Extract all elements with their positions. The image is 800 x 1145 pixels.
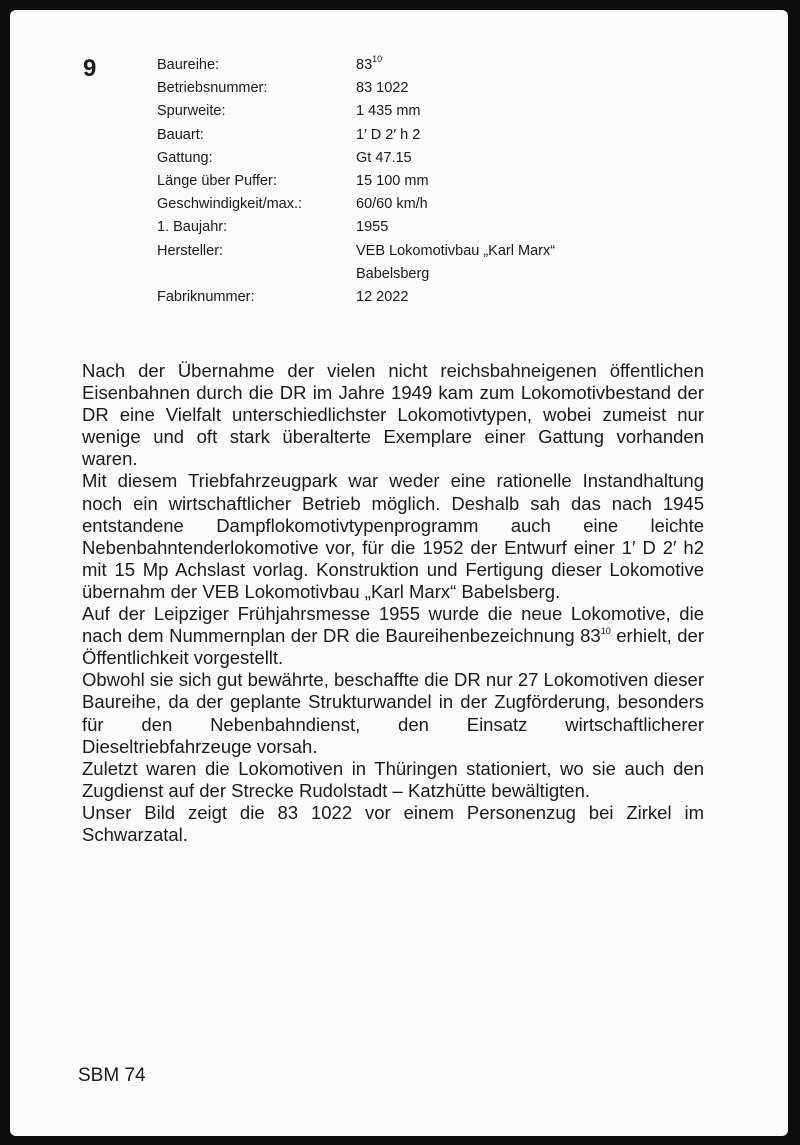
spec-value: 1955 — [356, 219, 389, 236]
spec-label: Geschwindigkeit/max.: — [157, 196, 303, 213]
footer-code: SBM 74 — [78, 1065, 146, 1086]
spec-value: 1 435 mm — [356, 103, 421, 120]
spec-label: Bauart: — [157, 126, 204, 143]
spec-label: Baureihe: — [157, 57, 220, 73]
paragraph: Unser Bild zeigt die 83 1022 vor einem Personenzug bei Zirkel im Schwarzatal. — [82, 801, 704, 845]
spec-label: Spurweite: — [157, 103, 226, 120]
baureihe-superscript: 10 — [600, 625, 611, 636]
spec-row-laenge — [157, 170, 616, 193]
baureihe-value: 83 — [356, 57, 373, 73]
spec-row-spurweite — [157, 100, 616, 123]
spec-row-baujahr — [157, 216, 616, 239]
spec-value: 83 1022 — [356, 80, 409, 97]
paragraph: Zuletzt waren die Lokomotiven in Thüringen stationiert, wo sie auch den Zugdienst auf der Strecke Rudolstadt – Katzhütte bewältigten. — [82, 757, 704, 801]
spec-value: 1′ D 2′ h 2 — [356, 126, 421, 143]
spec-label: Betriebsnummer: — [157, 80, 268, 97]
spec-value: Gt 47.15 — [356, 149, 412, 166]
spec-value: 60/60 km/h — [356, 196, 428, 213]
card-number: 9 — [83, 55, 97, 82]
spec-value — [356, 54, 616, 77]
paragraph: Mit diesem Triebfahrzeugpark war weder eine rationelle Instandhaltung noch ein wirtschaftlicher Betrieb möglich. Deshalb sah das nach 1945 entstandene Dampflokomotivtypenprogramm auch eine leichte Nebenbahntenderlokomotive vor, für die 1952 der Entwurf einer 1′ D 2′ h2 mit 15 Mp Achslast vorlag. Konstruktion und Fertigung dieser Lokomotive übernahm der VEB Lokomotivbau „Karl Marx“ Babelsberg. — [82, 470, 704, 602]
paragraph: Obwohl sie sich gut bewährte, beschaffte die DR nur 27 Lokomotiven dieser Baureihe, da der geplante Strukturwandel in der Zugförderung, besonders für den Nebenbahndienst, den Einsatz wirtschaftlicherer Dieseltriebfahrzeuge vorsah. — [82, 669, 704, 757]
paragraph: Auf der Leipziger Frühjahrsmesse 1955 wurde die neue Lokomotive, die nach dem Nummernplan der DR die Baureihenbezeichnung $83^{10}$ erhielt, der Öffentlichkeit vorgestellt. — [82, 603, 705, 669]
card — [10, 10, 788, 1136]
spec-row-bauart — [157, 124, 616, 147]
spec-row-betriebsnummer — [157, 77, 616, 100]
spec-value: Babelsberg — [356, 265, 430, 282]
spec-label: Gattung: — [157, 149, 213, 166]
spec-row-baureihe — [157, 54, 616, 77]
spec-label: Länge über Puffer: — [157, 173, 277, 190]
spec-row-fabriknummer — [157, 286, 616, 309]
spec-table — [157, 54, 616, 309]
baureihe-superscript: 10 — [372, 54, 383, 65]
spec-value: 15 100 mm — [356, 173, 429, 190]
spec-row-geschwindigkeit — [157, 193, 616, 216]
paragraph: Nach der Übernahme der vielen nicht reichsbahneigenen öffentlichen Eisenbahnen durch die DR im Jahre 1949 kam zum Lokomotivbestand der DR eine Vielfalt unterschiedlichster Lokomotivtypen, wobei zumeist nur wenige und oft stark überalterte Exemplare einer Gattung vorhanden waren. — [82, 360, 704, 470]
spec-label: Fabriknummer: — [157, 289, 255, 306]
spec-value: VEB Lokomotivbau „Karl Marx“ — [356, 242, 556, 259]
spec-row-hersteller — [157, 240, 616, 263]
spec-label: 1. Baujahr: — [157, 219, 228, 236]
spec-row-gattung — [157, 147, 616, 170]
spec-value: 12 2022 — [356, 289, 409, 306]
spec-label: Hersteller: — [157, 242, 224, 259]
description-text — [82, 360, 704, 846]
spec-row-hersteller-cont — [157, 263, 616, 286]
